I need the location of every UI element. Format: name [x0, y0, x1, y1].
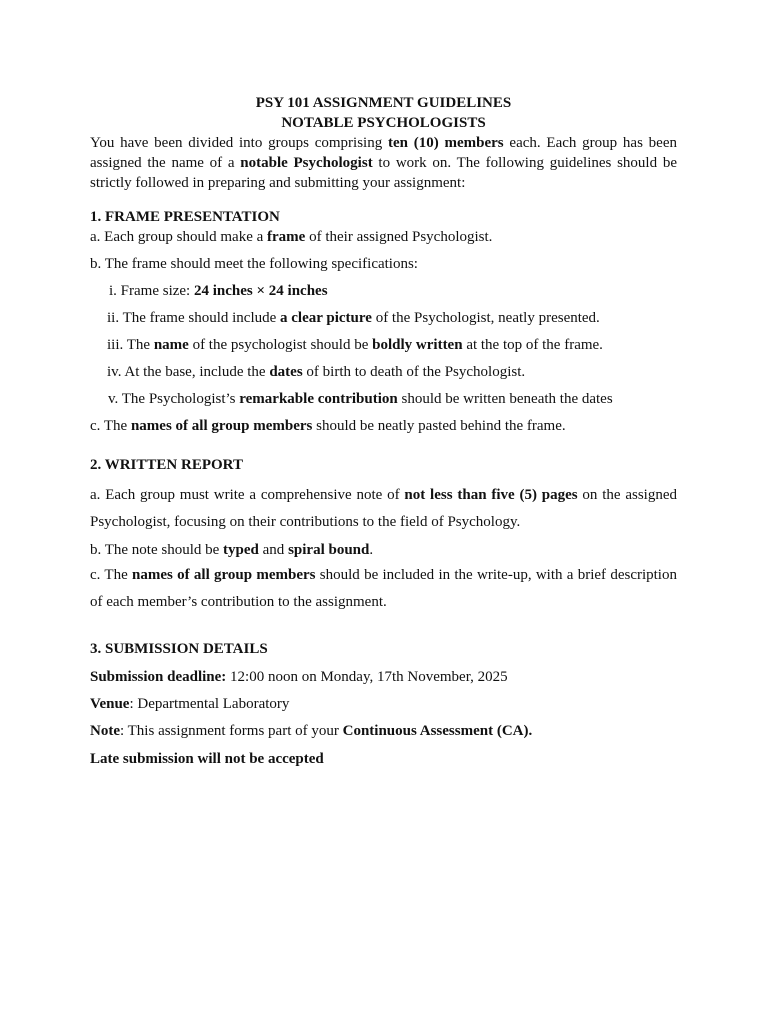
s1ii-text-2: of the Psychologist, neatly presented. — [371, 310, 600, 326]
s2b-text-1: b. The note should be — [90, 542, 224, 558]
s1i-text-1: i. Frame size: — [109, 283, 194, 299]
s2a-bold-1: not less than five (5) pages — [404, 487, 578, 503]
s1iii-bold-2: boldly written — [372, 337, 463, 353]
section-1-heading: 1. FRAME PRESENTATION — [90, 209, 280, 225]
note-label: Note — [90, 723, 120, 739]
section-1-item-b — [90, 254, 677, 274]
s1a-text-2: of their assigned Psychologist. — [305, 229, 493, 245]
note-bold: Continuous Assessment (CA). — [342, 723, 533, 739]
note-text: : This assignment forms part of your — [120, 723, 343, 739]
s1c-text-2: should be neatly pasted behind the frame. — [312, 418, 566, 434]
s2c-text-1: c. The — [90, 567, 133, 583]
section-2-item-a — [90, 482, 677, 536]
late-submission-notice: Late submission will not be accepted — [90, 751, 324, 767]
intro-text-1: You have been divided into groups comprising — [90, 135, 388, 151]
section-2-item-b — [90, 540, 677, 560]
section-1-item-iv — [90, 362, 677, 382]
s1iv-text-2: of birth to death of the Psychologist. — [302, 364, 526, 380]
submission-deadline — [90, 667, 677, 687]
section-1-item-a — [90, 227, 677, 247]
section-1-item-ii — [90, 308, 677, 328]
intro-paragraph — [90, 133, 677, 193]
intro-bold-1: ten (10) members — [387, 135, 504, 151]
s2c-bold-1: names of all group members — [132, 567, 316, 583]
s1iii-text-1: iii. The — [107, 337, 154, 353]
section-2-heading: 2. WRITTEN REPORT — [90, 457, 243, 473]
s2a-text-1: a. Each group must write a comprehensive note of — [90, 487, 405, 503]
section-1-item-iii — [90, 335, 677, 355]
intro-text-2: each. Each group has been assigned the name of a — [90, 135, 677, 171]
intro-text-3: to work on. The following guidelines should be strictly followed in preparing and submitting your assignment: — [90, 155, 677, 191]
s2a-text-2: on the assigned Psychologist, focusing on their contributions to the field of Psychology. — [90, 487, 678, 530]
document-page — [90, 93, 677, 769]
document-title — [90, 93, 677, 133]
s2c-text-2: should be included in the write-up, with a brief description of each member’s contribution to the assignment. — [90, 567, 677, 610]
s1ii-bold-1: a clear picture — [280, 310, 372, 326]
s1v-bold-1: remarkable contribution — [239, 391, 398, 407]
s1iv-bold-1: dates — [269, 364, 303, 380]
s1b-text-1: b. The frame should meet the following specifications: — [90, 256, 418, 272]
s1c-text-1: c. The — [90, 418, 131, 434]
s1v-text-2: should be written beneath the dates — [397, 391, 613, 407]
s2b-bold-2: spiral bound — [288, 542, 370, 558]
s2b-text-2: and — [258, 542, 289, 558]
venue-value: : Departmental Laboratory — [129, 696, 290, 712]
title-line-1: PSY 101 ASSIGNMENT GUIDELINES — [255, 95, 512, 111]
s1iii-text-3: at the top of the frame. — [462, 337, 603, 353]
venue-label: Venue — [90, 696, 130, 712]
s1a-bold-1: frame — [267, 229, 306, 245]
s1i-bold-1: 24 inches × 24 inches — [193, 283, 328, 299]
submission-note — [90, 721, 677, 741]
title-line-2: NOTABLE PSYCHOLOGISTS — [281, 115, 486, 131]
section-2-item-c — [90, 562, 677, 616]
s2b-text-3: . — [369, 542, 374, 558]
section-1-item-c — [90, 416, 677, 436]
deadline-value: 12:00 noon on Monday, 17th November, 2025 — [226, 669, 508, 685]
section-3-heading: 3. SUBMISSION DETAILS — [90, 641, 268, 657]
section-1-item-i — [90, 281, 677, 301]
s1iv-text-1: iv. At the base, include the — [107, 364, 270, 380]
s1iii-text-2: of the psychologist should be — [188, 337, 373, 353]
s2b-bold-1: typed — [223, 542, 259, 558]
section-1-item-v — [90, 389, 677, 409]
deadline-label: Submission deadline: — [90, 669, 227, 685]
submission-venue — [90, 694, 677, 714]
s1c-bold-1: names of all group members — [130, 418, 313, 434]
s1v-text-1: v. The Psychologist’s — [108, 391, 240, 407]
s1ii-text-1: ii. The frame should include — [107, 310, 281, 326]
s1a-text-1: a. Each group should make a — [90, 229, 268, 245]
s1iii-bold-1: name — [153, 337, 189, 353]
intro-bold-2: notable Psychologist — [240, 155, 373, 171]
